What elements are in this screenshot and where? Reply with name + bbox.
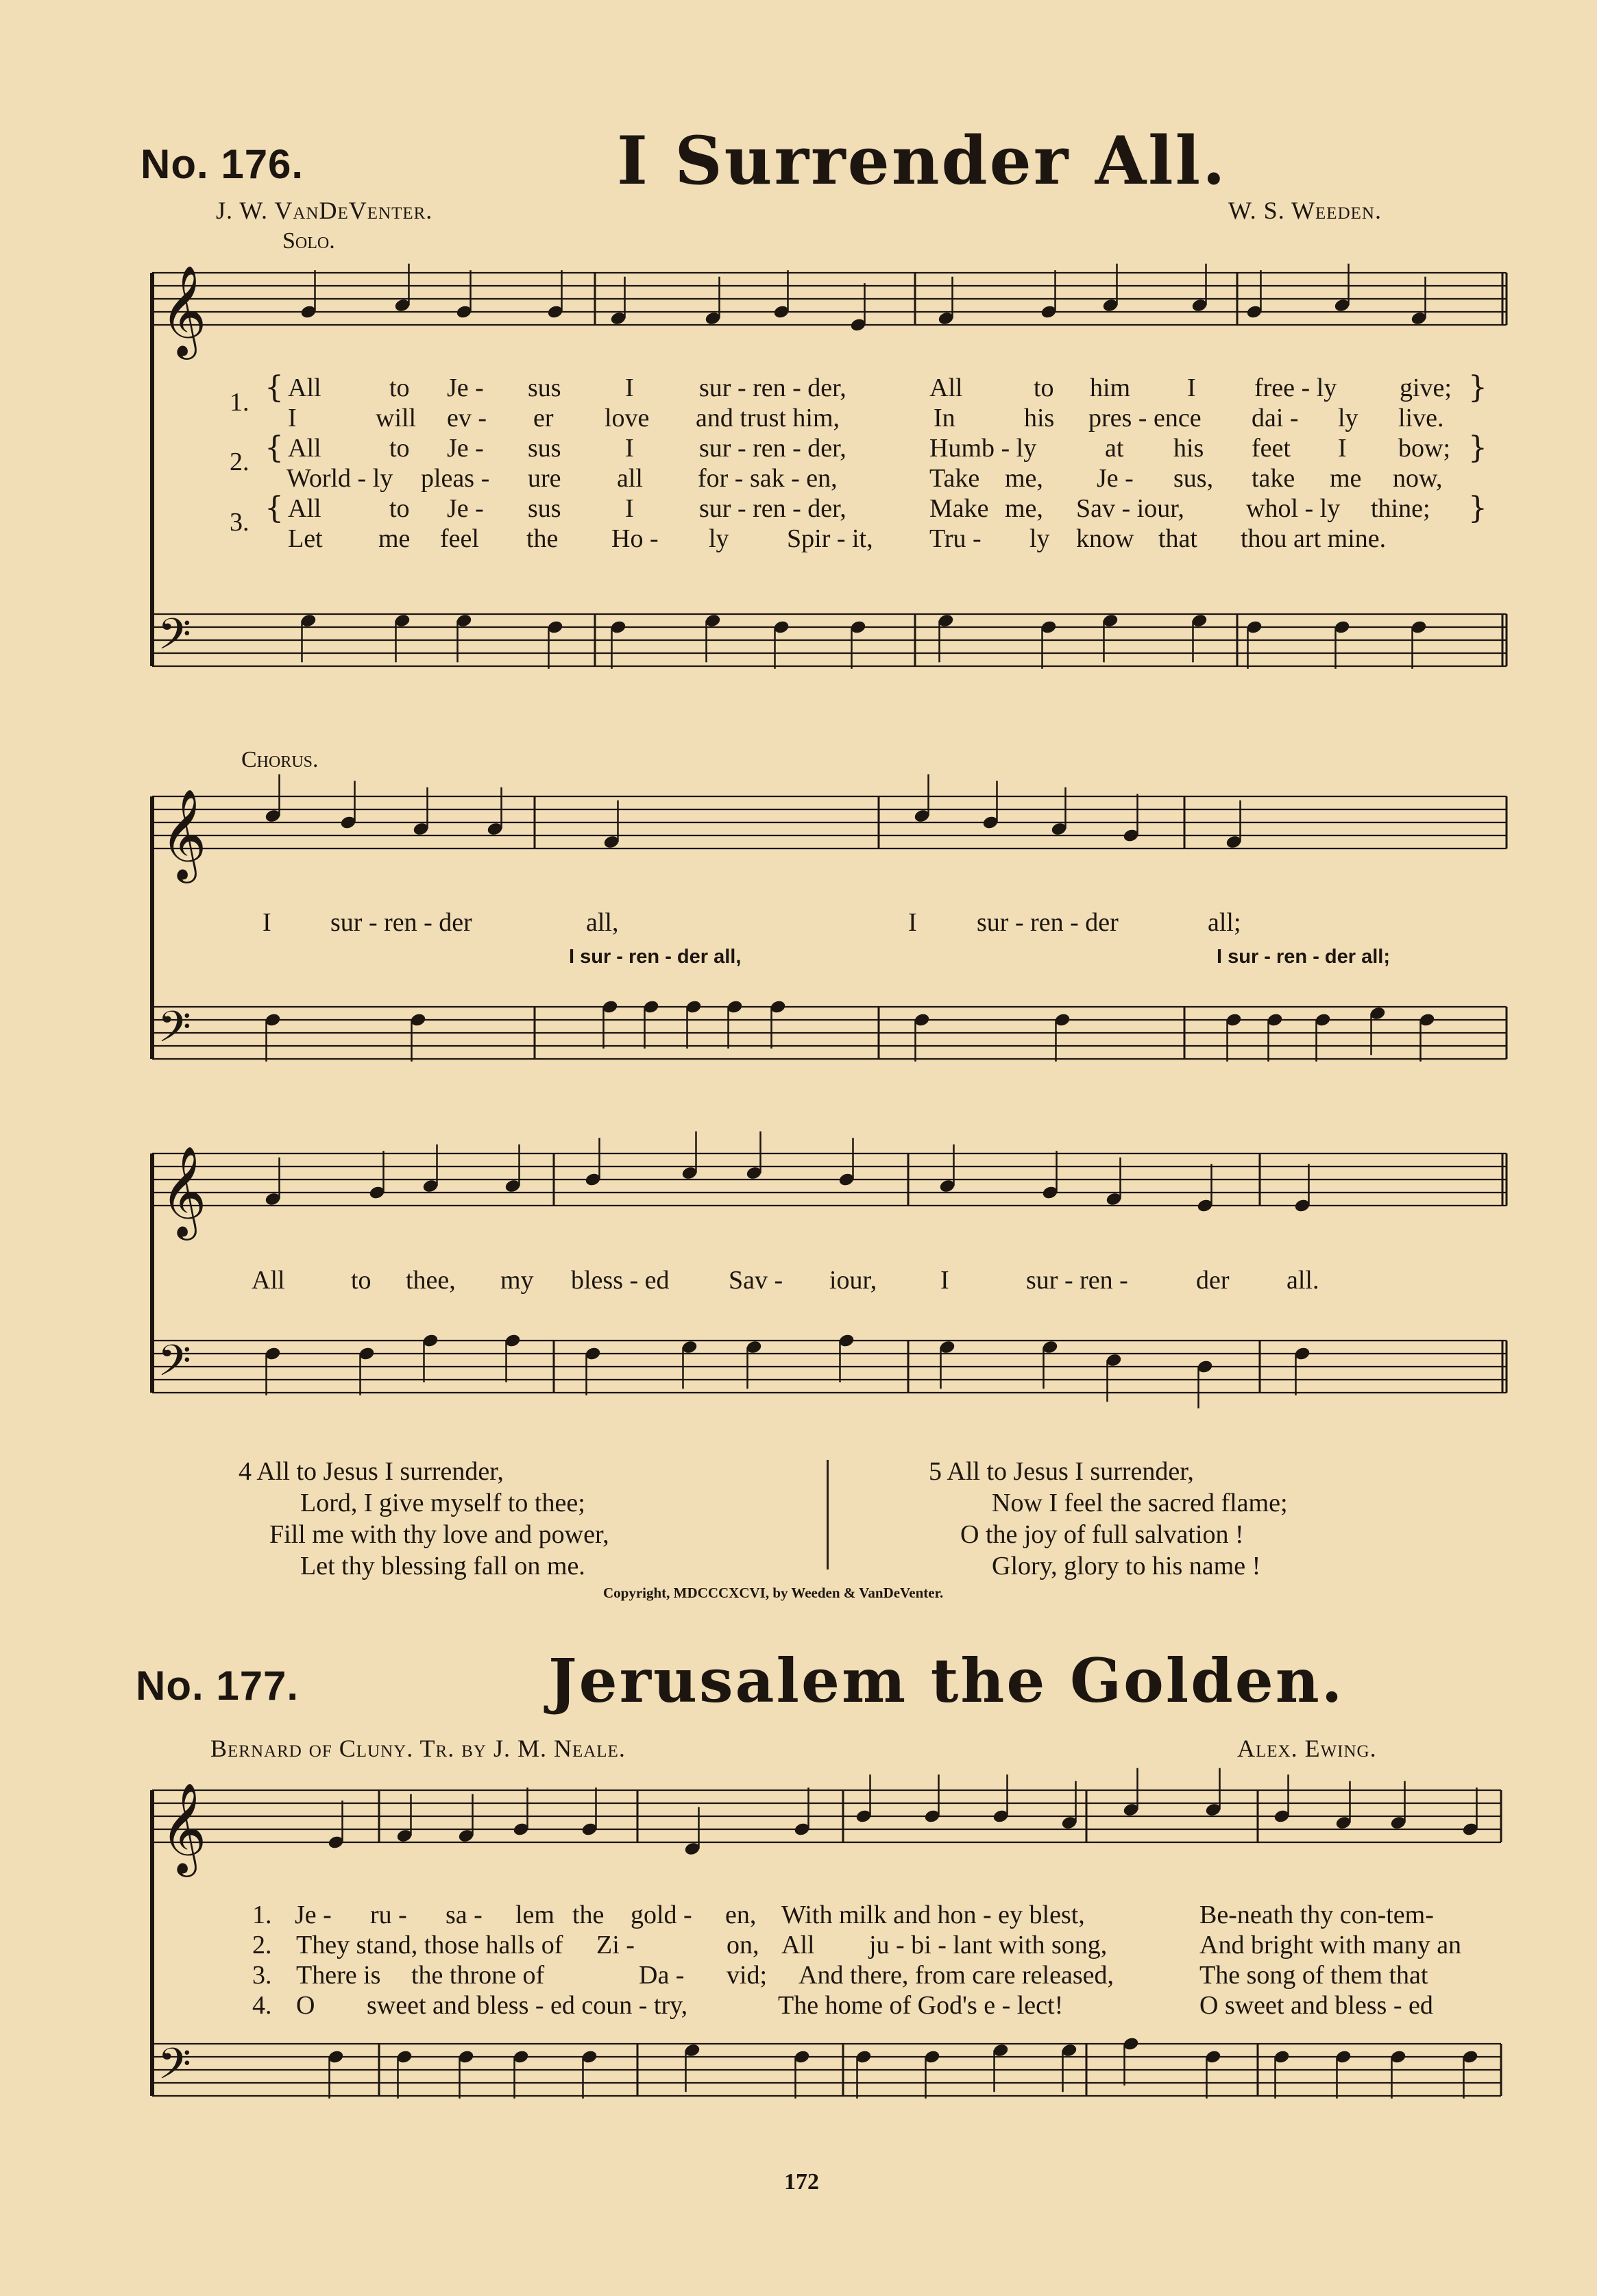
stanza-line: Lord, I give myself to thee; [300,1489,585,1517]
lyric-word: sa - [446,1901,483,1929]
lyric-word: Take [929,464,980,493]
lyric-word: sus [528,494,561,523]
lyric-word: take [1252,464,1295,493]
hymn-177-composer: Alex. Ewing. [1237,1735,1377,1762]
lyric-word: 2. [252,1931,272,1959]
stanza-line: Now I feel the sacred flame; [992,1489,1288,1517]
stanza-line: 5 All to Jesus I surrender, [929,1457,1194,1486]
hymn177-treble-clef: 𝄞 [160,1782,207,1873]
lyric-word: Je - [447,494,484,523]
lyric-word: The song of them that [1199,1961,1428,1990]
lyric-word: iour, [829,1266,877,1295]
lyric-word: I [263,908,271,937]
hymn-177-author: Bernard of Cluny. Tr. by J. M. Neale. [210,1735,626,1762]
lyric-word: sus, [1173,464,1214,493]
lyric-word: me [1330,464,1362,493]
lyric-word: Tru - [929,524,982,553]
lyric-word: sur - ren - der, [699,374,846,402]
verse-lyric-row [0,1990,1597,2022]
lyric-word: pres - ence [1088,404,1202,432]
lyric-word: Sav - [729,1266,783,1295]
lyric-word: sur - ren - [1026,1266,1128,1295]
lyric-word: Humb - ly [929,434,1037,463]
verse-brace-left-1: { [265,370,284,405]
verse-brace-left-3: { [265,491,284,526]
lyric-word: will [376,404,417,432]
lyric-word: ly [1338,404,1358,432]
verse-lyric-row [0,463,1597,495]
lyric-word: And bright with many an [1199,1931,1462,1959]
lyric-word: all; [1208,908,1241,937]
lyric-word: and trust him, [696,404,840,432]
solo-label: Solo. [282,228,335,254]
lyric-word: his [1173,434,1204,463]
lyric-word: Make [929,494,989,523]
copyright-notice: Copyright, MDCCCXCVI, by Weeden & VanDeVenter. [603,1585,944,1601]
lyric-word: give; [1400,374,1452,402]
lyric-word: O sweet and bless - ed [1199,1991,1433,2020]
lyric-word: I [625,434,634,463]
lyric-word: for - sak - en, [698,464,838,493]
lyric-word: him [1090,374,1131,402]
lyric-word: All [781,1931,815,1959]
lyric-word: All [288,374,321,402]
stanza-divider [827,1460,829,1570]
hymn176-chorus1-treble-clef: 𝄞 [160,788,207,879]
lyric-word: ly [709,524,729,553]
lyric-word: They stand, those halls of [296,1931,563,1959]
chorus-echo-2: I sur - ren - der all; [1217,946,1390,968]
lyric-word: I [1338,434,1347,463]
lyric-word: sur - ren - der, [699,494,846,523]
lyric-word: sus [528,434,561,463]
lyric-word: I [625,494,634,523]
lyric-word: The home of God's e - lect! [778,1991,1064,2020]
hymn-177-title: Jerusalem the Golden. [548,1645,1345,1716]
lyric-word: dai - [1252,404,1299,432]
lyric-word: All [252,1266,285,1295]
verse-lyric-row [0,493,1597,525]
hymn176-chorus1-bass-clef: 𝄢 [158,1001,191,1062]
lyric-word: thine; [1371,494,1430,523]
verse-lyric-row [0,1900,1597,1931]
verse-lyric-row [0,1930,1597,1962]
stanza-line: O the joy of full salvation ! [960,1520,1244,1549]
verse-number-3: 3. [230,508,249,537]
verse-number-1: 1. [230,388,249,417]
lyric-word: vid; [727,1961,768,1990]
lyric-word: sur - ren - der, [699,434,846,463]
stanza-4 [239,1456,609,1582]
lyric-word: the [572,1901,605,1929]
hymn176-chorus2-bass-clef: 𝄢 [158,1335,191,1396]
lyric-word: er [533,404,554,432]
lyric-word: There is [296,1961,381,1990]
lyric-word: Spir - it, [787,524,873,553]
verse-brace-right-1: } [1468,370,1487,405]
lyric-word: to [389,434,410,463]
lyric-word: All [929,374,963,402]
lyric-word: I [625,374,634,402]
chorus-lyric-row [0,907,1597,939]
hymn177-bass-clef: 𝄢 [158,2038,191,2099]
lyric-word: en, [725,1901,757,1929]
lyric-word: sur - ren - der [330,908,472,937]
lyric-word: bless - ed [571,1266,670,1295]
lyric-word: to [389,374,410,402]
lyric-word: All [288,434,321,463]
lyric-word: sus [528,374,561,402]
verse-brace-right-3: } [1468,491,1487,526]
hymn176-verse-bass-clef: 𝄢 [158,609,191,670]
lyric-word: Je - [1097,464,1134,493]
lyric-word: sweet and bless - ed coun - try, [367,1991,688,2020]
lyric-word: 3. [252,1961,272,1990]
lyric-word: All [288,494,321,523]
lyric-word: Let [288,524,323,553]
lyric-word: pleas - [421,464,490,493]
lyric-word: to [351,1266,371,1295]
lyric-word: I [288,404,297,432]
lyric-word: to [389,494,410,523]
lyric-word: me [378,524,411,553]
lyric-word: Je - [447,374,484,402]
chorus-echo-1: I sur - ren - der all, [569,946,742,968]
stanza-5 [929,1456,1288,1582]
lyric-word: lem [515,1901,554,1929]
lyric-word: his [1024,404,1055,432]
lyric-word: whol - ly [1246,494,1341,523]
lyric-word: Zi - [596,1931,635,1959]
lyric-word: feel [440,524,479,553]
verse-lyric-row [0,433,1597,465]
lyric-word: all, [586,908,619,937]
hymn-177-number: No. 177. [136,1663,300,1709]
lyric-word: World - ly [287,464,393,493]
page-number: 172 [784,2169,819,2195]
lyric-word: With milk and hon - ey blest, [781,1901,1085,1929]
lyric-word: feet [1252,434,1291,463]
hymn176-chorus2-treble-clef: 𝄞 [160,1145,207,1236]
lyric-word: And there, from care released, [798,1961,1114,1990]
lyric-word: love [605,404,650,432]
lyric-word: gold - [631,1901,692,1929]
lyric-word: 1. [252,1901,272,1929]
lyric-word: me, [1005,464,1043,493]
lyric-word: me, [1005,494,1043,523]
hymn-176-number: No. 176. [141,141,304,187]
lyric-word: O [296,1991,315,2020]
lyric-word: the [526,524,559,553]
lyric-word: I [1187,374,1196,402]
lyric-word: sur - ren - der [977,908,1119,937]
lyric-word: free - ly [1254,374,1337,402]
lyric-word: all. [1287,1266,1319,1295]
chorus-lyric-row [0,1265,1597,1297]
lyric-word: on, [727,1931,759,1959]
verse-lyric-row [0,1960,1597,1992]
lyric-word: ru - [370,1901,407,1929]
lyric-word: Be-neath thy con-tem- [1199,1901,1434,1929]
verse-lyric-row [0,373,1597,404]
stanza-line: Glory, glory to his name ! [992,1552,1261,1580]
lyric-word: that [1158,524,1197,553]
lyric-word: ju - bi - lant with song, [869,1931,1108,1959]
lyric-word: the throne of [411,1961,545,1990]
lyric-word: ly [1029,524,1050,553]
hymn176-verse-treble-clef: 𝄞 [160,265,207,356]
lyric-word: Da - [639,1961,685,1990]
lyric-word: know [1076,524,1134,553]
lyric-word: bow; [1398,434,1450,463]
stanza-line: 4 All to Jesus I surrender, [239,1457,504,1486]
verse-brace-right-2: } [1468,430,1487,465]
lyric-word: I [940,1266,949,1295]
stanza-line: Fill me with thy love and power, [269,1520,609,1549]
lyric-word: at [1105,434,1124,463]
lyric-word: Sav - iour, [1076,494,1184,523]
hymn-176-title: I Surrender All. [617,122,1228,199]
hymn-176-composer: W. S. Weeden. [1228,197,1382,224]
verse-brace-left-2: { [265,430,284,465]
verse-lyric-row [0,403,1597,435]
hymn-176-author: J. W. VanDeVenter. [216,197,433,224]
lyric-word: In [934,404,955,432]
lyric-word: my [500,1266,534,1295]
lyric-word: to [1034,374,1054,402]
verse-lyric-row [0,524,1597,555]
lyric-word: Je - [295,1901,332,1929]
chorus-label: Chorus. [241,747,319,772]
lyric-word: Je - [447,434,484,463]
lyric-word: thou art mine. [1241,524,1387,553]
lyric-word: 4. [252,1991,272,2020]
lyric-word: all [617,464,643,493]
lyric-word: der [1196,1266,1230,1295]
lyric-word: now, [1393,464,1443,493]
lyric-word: Ho - [611,524,659,553]
lyric-word: ure [528,464,561,493]
lyric-word: thee, [406,1266,456,1295]
verse-number-2: 2. [230,448,249,476]
lyric-word: I [908,908,917,937]
stanza-line: Let thy blessing fall on me. [300,1552,585,1580]
lyric-word: live. [1398,404,1444,432]
lyric-word: ev - [447,404,487,432]
